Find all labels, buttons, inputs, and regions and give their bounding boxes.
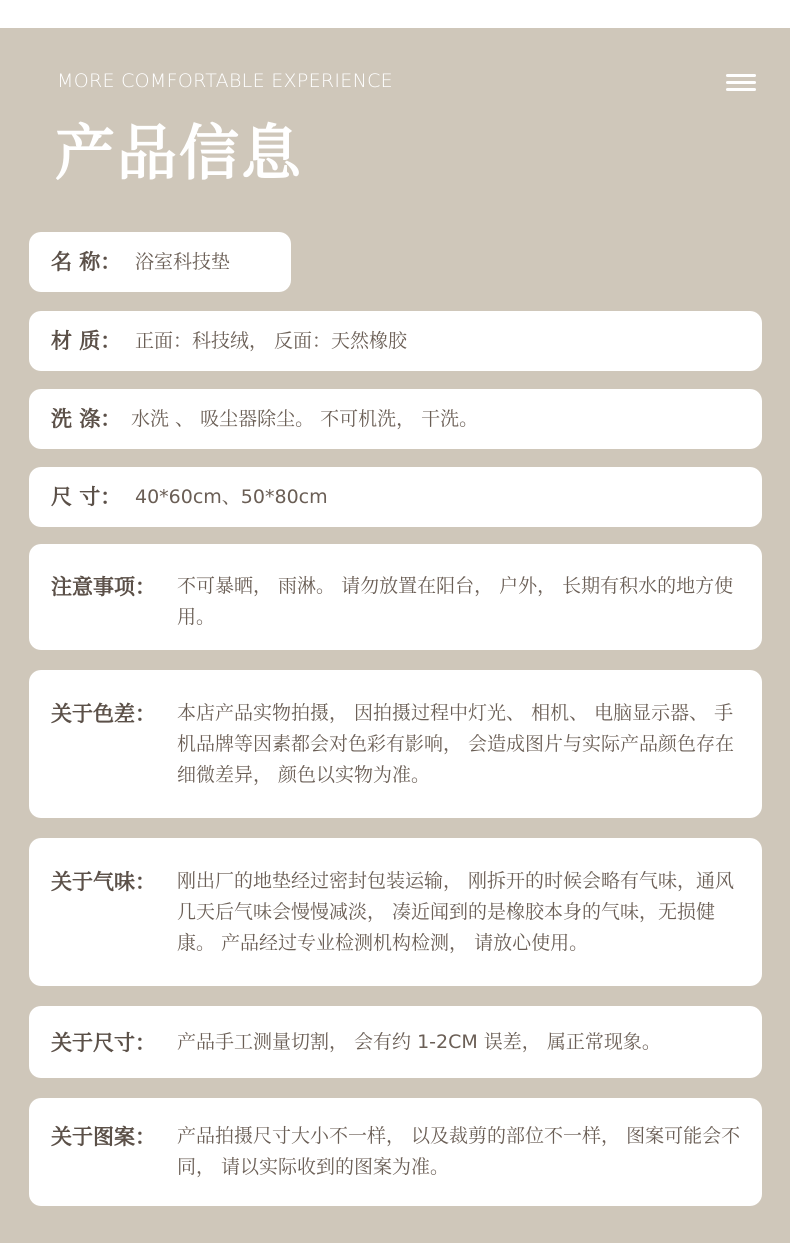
info-label: 材 质：	[51, 329, 122, 353]
info-card-notes	[29, 544, 762, 650]
menu-icon[interactable]	[726, 74, 756, 96]
info-label: 关于气味：	[51, 870, 156, 894]
info-value: 刚出厂的地垫经过密封包装运输， 刚拆开的时候会略有气味，通风几天后气味会慢慢减淡， 凑近闻到的是橡胶本身的气味，无损健康。 产品经过专业检测机构检测， 请放心使用。	[177, 870, 735, 954]
info-label: 洗 涤：	[51, 407, 122, 431]
info-card-size-note	[29, 1006, 762, 1078]
info-label: 关于图案：	[51, 1125, 156, 1149]
info-card-pattern	[29, 1098, 762, 1206]
info-label: 名 称：	[51, 250, 122, 274]
info-label: 尺 寸：	[51, 485, 122, 509]
info-card-material	[29, 311, 762, 371]
page-title: 产品信息	[55, 119, 303, 189]
info-value: 正面：科技绒， 反面：天然橡胶	[135, 330, 408, 352]
info-value: 40*60cm、50*80cm	[135, 486, 328, 508]
info-label: 注意事项：	[51, 575, 156, 599]
info-label: 关于尺寸：	[51, 1031, 156, 1055]
info-value: 产品手工测量切割， 会有约 1-2CM 误差， 属正常现象。	[177, 1031, 661, 1053]
info-card-odor	[29, 838, 762, 986]
info-card-color-difference	[29, 670, 762, 818]
info-value: 浴室科技垫	[135, 251, 231, 273]
info-value: 本店产品实物拍摄， 因拍摄过程中灯光、 相机、 电脑显示器、 手机品牌等因素都会对色彩有影响， 会造成图片与实际产品颜色存在细微差异， 颜色以实物为准。	[177, 702, 735, 786]
info-card-washing	[29, 389, 762, 449]
info-card-size	[29, 467, 762, 527]
info-value: 不可暴晒， 雨淋。 请勿放置在阳台， 户外， 长期有积水的地方使用。	[177, 575, 734, 628]
info-value: 产品拍摄尺寸大小不一样， 以及裁剪的部位不一样， 图案可能会不同， 请以实际收到的图案为准。	[177, 1125, 741, 1178]
section-subtitle: MORE COMFORTABLE EXPERIENCE	[57, 70, 393, 92]
info-value: 水洗 、 吸尘器除尘。 不可机洗， 干洗。	[131, 408, 479, 430]
info-card-name	[29, 232, 291, 292]
info-label: 关于色差：	[51, 702, 156, 726]
